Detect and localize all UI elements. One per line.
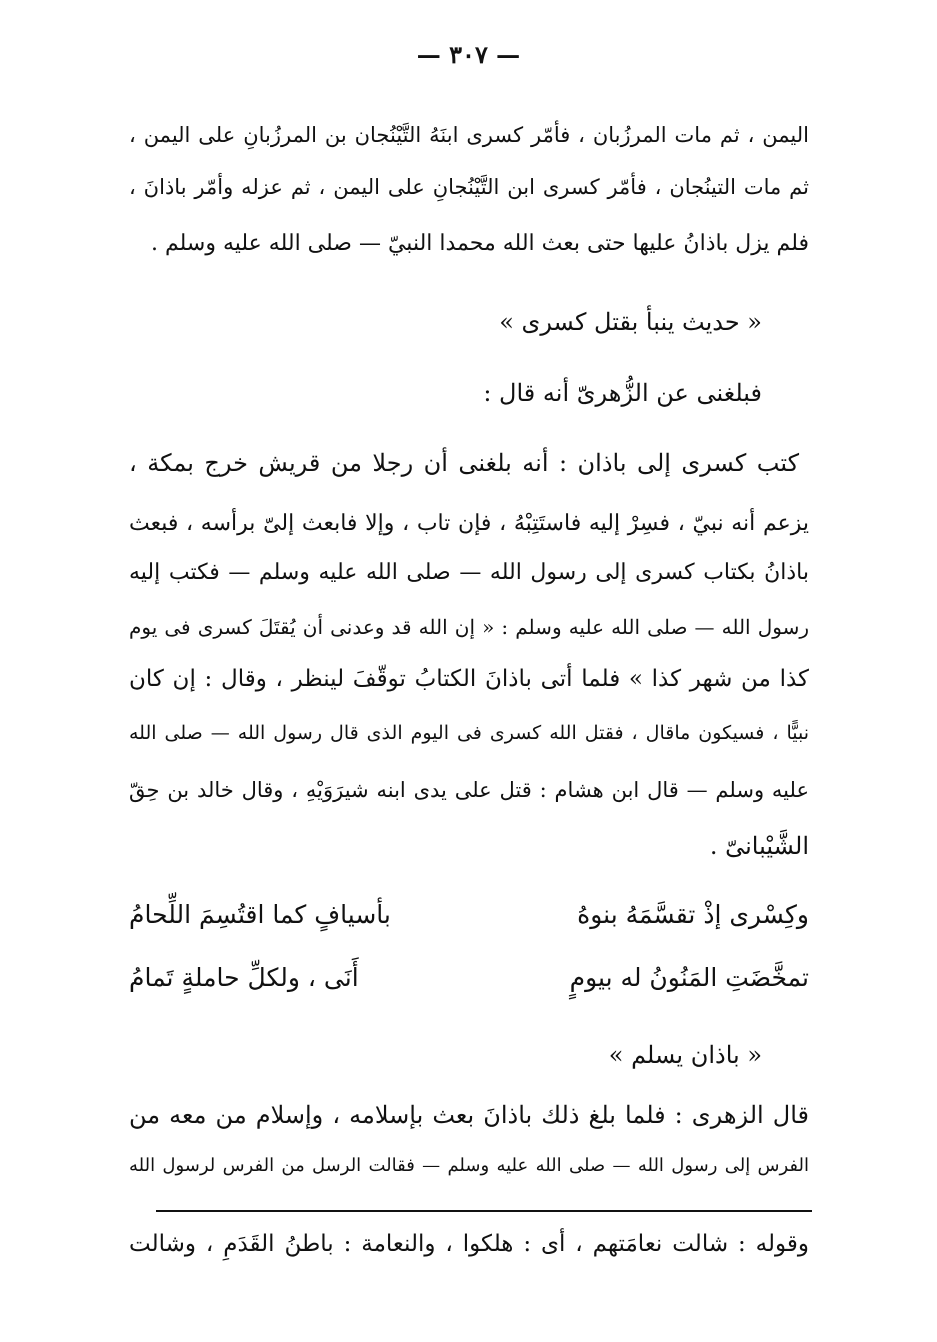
- footnote-separator: [156, 1210, 812, 1212]
- text-line: قال الزهرى : فلما بلغ ذلك باذانَ بعث بإسلامه ، وإسلام من معه من: [129, 1101, 810, 1129]
- verse-line: [129, 893, 809, 937]
- verse-hemistich: أَنَى ، ولكلِّ حاملةٍ تَمامُ: [129, 963, 359, 992]
- text-line: عليه وسلم — قال ابن هشام : قتل على يدى ابنه شيرَوَيْهِ ، وقال خالد بن حِقّ: [129, 778, 809, 802]
- text-line: الشَّيْبانىّ .: [709, 832, 809, 860]
- section-heading: « باذان يسلم »: [608, 1041, 762, 1069]
- text-line: اليمن ، ثم مات المرزُبان ، فأمّر كسرى ابنَهُ التَّيْنُجان بن المرزُبانِ على اليمن ،: [129, 123, 809, 147]
- text-line: باذانُ بكتاب كسرى إلى رسول الله — صلى الله عليه وسلم — فكتب إليه: [129, 560, 809, 585]
- page-number: — ٣٠٧ —: [416, 40, 521, 69]
- footnote: وقوله : شالت نعامَتهم ، أى : هلكوا ، والنعامة : باطنُ القَدَمِ ، وشالت: [129, 1231, 809, 1257]
- text-line: الفرس إلى رسول الله — صلى الله عليه وسلم — فقالت الرسل من الفرس لرسول الله: [129, 1155, 809, 1176]
- section-heading: « حديث ينبأ بقتل كسرى »: [499, 308, 762, 336]
- intro-line: فبلغنى عن الزُّهرىّ أنه قال :: [483, 379, 762, 407]
- text-line: نبيًّا ، فسيكون ماقال ، فقتل الله كسرى فى اليوم الذى قال رسول الله — صلى الله: [129, 722, 809, 744]
- text-line: كتب كسرى إلى باذان : أنه بلغنى أن رجلا من قريش خرج بمكة ،: [129, 449, 799, 477]
- verse-hemistich: تمخَّضَتِ المَنُونُ له بيومٍ: [569, 963, 809, 992]
- text-line: يزعم أنه نبيّ ، فسِرْ إليه فاستَتِبْهُ ، فإن تاب ، وإلا فابعث إلىّ برأسه ، فبعث: [129, 511, 809, 536]
- text-line: فلم يزل باذانُ عليها حتى بعث الله محمدا النبيّ — صلى الله عليه وسلم .: [151, 231, 809, 256]
- verse-hemistich: بأسيافٍ كما اقتُسِمَ اللِّحامُ: [129, 900, 391, 929]
- text-line: كذا من شهر كذا » فلما أتى باذانَ الكتابُ توقّفَ لينظر ، وقال : إن كان: [129, 666, 809, 692]
- text-line: ثم مات التينُجان ، فأمّر كسرى ابن التَّيْنُجانِ على اليمن ، ثم عزله وأمّر باذانَ ،: [129, 175, 809, 199]
- text-line: رسول الله — صلى الله عليه وسلم : « إن الله قد وعدنى أن يُقتَلَ كسرى فى يوم: [129, 615, 809, 639]
- verse-line: [129, 956, 809, 1000]
- verse-hemistich: وكِسْرى إذْ تقسَّمَهُ بنوهُ: [577, 900, 809, 929]
